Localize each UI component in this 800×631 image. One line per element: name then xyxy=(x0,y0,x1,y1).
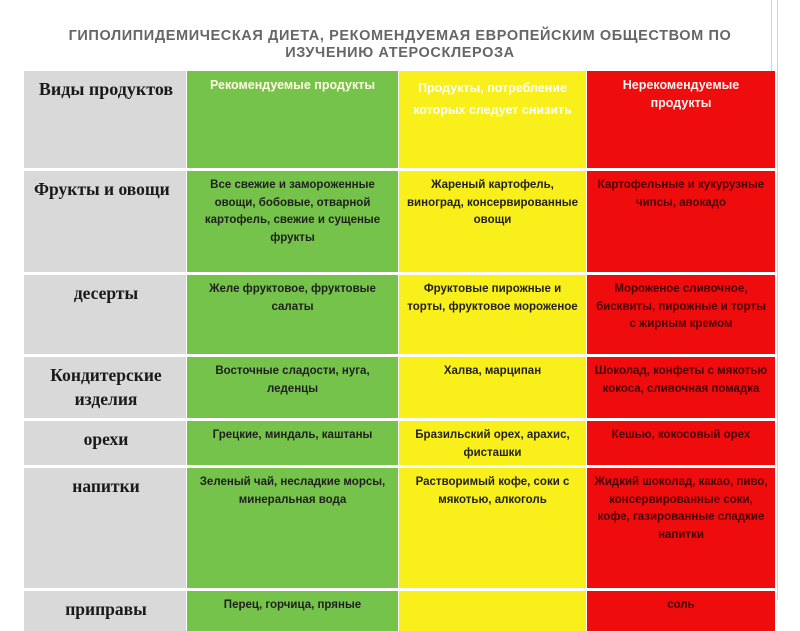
row-not-recommended-cell: Картофельные и кукурузные чипсы, авокадо xyxy=(587,171,775,272)
row-category-fruits: Фрукты и овощи xyxy=(24,171,186,272)
row-reduce-cell: Халва, марципан xyxy=(399,357,586,418)
diet-table xyxy=(24,71,775,631)
row-recommended-cell: Все свежие и замороженные овощи, бобовые, отварной картофель, свежие и сущеные фрукты xyxy=(187,171,398,272)
slide-border-line xyxy=(777,0,778,600)
row-recommended-cell: Восточные сладости, нуга, леденцы xyxy=(187,357,398,418)
row-not-recommended-cell: Кешью, кокосовый орех xyxy=(587,421,775,465)
row-reduce-cell: Жареный картофель, виноград, консервированные овощи xyxy=(399,171,586,272)
row-recommended-cell: Зеленый чай, несладкие морсы, минеральная вода xyxy=(187,468,398,588)
row-recommended-cell: Перец, горчица, пряные xyxy=(187,591,398,631)
row-reduce-cell: Фруктовые пирожные и торты, фруктовое мороженое xyxy=(399,275,586,354)
row-category-drinks: напитки xyxy=(24,468,186,588)
row-category-confectionery: Кондитерские изделия xyxy=(24,357,186,418)
row-not-recommended-cell: соль xyxy=(587,591,775,631)
header-not-recommended: Нерекомендуемые продукты xyxy=(587,71,775,168)
row-not-recommended-cell: Мороженое сливочное, бисквиты, пирожные и торты с жирным кремом xyxy=(587,275,775,354)
row-not-recommended-cell: Жидкий шоколад, какао, пиво, консервированные соки, кофе, газированные сладкие напитки xyxy=(587,468,775,588)
row-category-nuts: орехи xyxy=(24,421,186,465)
header-reduce: Продукты, потребление которых следует снизить xyxy=(399,71,586,168)
header-recommended: Рекомендуемые продукты xyxy=(187,71,398,168)
page-title: ГИПОЛИПИДЕМИЧЕСКАЯ ДИЕТА, РЕКОМЕНДУЕМАЯ ЕВРОПЕЙСКИМ ОБЩЕСТВОМ ПО ИЗУЧЕНИЮ АТЕРОСКЛЕРОЗА xyxy=(68,28,732,61)
row-not-recommended-cell: Шоколад, конфеты с мякотью кокоса, сливочная помадка xyxy=(587,357,775,418)
row-category-desserts: десерты xyxy=(24,275,186,354)
row-reduce-cell: Бразильский орех, арахис, фисташки xyxy=(399,421,586,465)
row-recommended-cell: Грецкие, миндаль, каштаны xyxy=(187,421,398,465)
row-reduce-cell xyxy=(399,591,586,631)
row-reduce-cell: Растворимый кофе, соки с мякотью, алкоголь xyxy=(399,468,586,588)
header-category: Виды продуктов xyxy=(24,71,186,168)
row-category-spices: приправы xyxy=(24,591,186,631)
row-recommended-cell: Желе фруктовое, фруктовые салаты xyxy=(187,275,398,354)
